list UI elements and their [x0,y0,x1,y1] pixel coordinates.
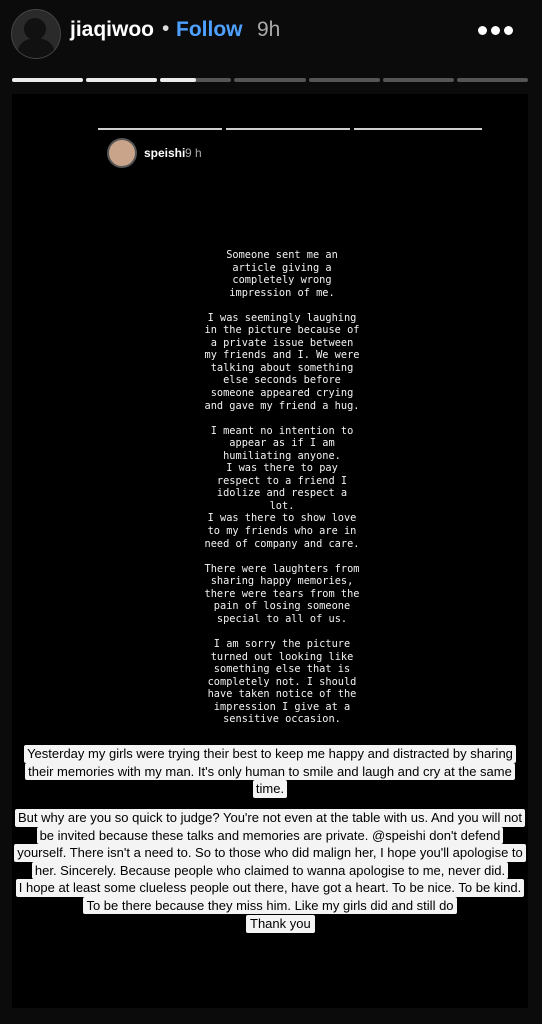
follow-button[interactable]: Follow [176,18,243,41]
typed-paragraph: I meant no intention to appear as if I am humiliating anyone. I was there to pay respect to a friend I idolize and respect a lot. I was there to show love to my friends who are in need of company and care. [204,424,360,550]
separator-dot: • [162,17,170,40]
story-progress-bar [12,78,528,82]
avatar-silhouette-head [24,18,46,40]
caption-block-2 [12,809,528,914]
caption-block-1 [12,745,528,798]
avatar-silhouette-body [18,38,54,59]
avatar[interactable] [11,9,61,59]
progress-segment [12,78,83,82]
progress-segment [86,78,157,82]
inner-username: speishi [144,146,186,160]
caption-line: Yesterday my girls were trying their best to keep me happy and distracted by sharing [24,745,516,763]
progress-segment [309,78,380,82]
inner-post-time: 9 h [185,146,202,160]
progress-segment-fill [12,78,83,82]
progress-segment-fill [160,78,196,82]
inner-avatar [107,138,137,168]
typed-paragraph: Someone sent me an article giving a completely wrong impression of me. [226,249,338,299]
typed-paragraph: There were laughters from sharing happy memories, there were tears from the pain of losing someone special to all of us. [204,562,360,625]
story-header [0,0,542,70]
username[interactable]: jiaqiwoo [70,18,154,41]
caption-line: time. [253,780,287,798]
typed-paragraph: I am sorry the picture turned out looking like something else that is completely not. I should have taken notice of the impression I give at a sensitive occasion. [207,637,357,726]
caption-line: But why are you so quick to judge? You're not even at the table with us. And you will not [15,809,525,827]
progress-segment [383,78,454,82]
inner-story-progress [98,128,482,130]
more-horizontal-icon[interactable] [476,20,516,40]
caption-line: their memories with my man. It's only human to smile and laugh and cry at the same [25,763,515,781]
progress-segment [160,78,231,82]
caption-line: her. Sincerely. Because people who claimed to wanna apologise to me, never did. [32,862,508,880]
typed-statement [162,249,402,738]
progress-segment [234,78,305,82]
caption-line: be invited because these talks and memories are private. @speishi don't defend [37,827,504,845]
progress-segment [457,78,528,82]
progress-segment-fill [86,78,157,82]
caption-line: yourself. There isn't a need to. So to those who did malign her, I hope you'll apologise to [14,844,526,862]
typed-paragraph: I was seemingly laughing in the picture because of a private issue between my friends and I. We were talking about something else seconds before someone appeared crying and gave my friend a hug. [204,311,360,412]
caption-line: To be there because they miss him. Like my girls did and still do [83,897,456,915]
story-content[interactable] [12,94,528,1008]
post-time: 9h [257,18,281,41]
thank-you-caption: Thank you [246,915,315,933]
caption-line: I hope at least some clueless people out there, have got a heart. To be nice. To be kind. [16,879,525,897]
